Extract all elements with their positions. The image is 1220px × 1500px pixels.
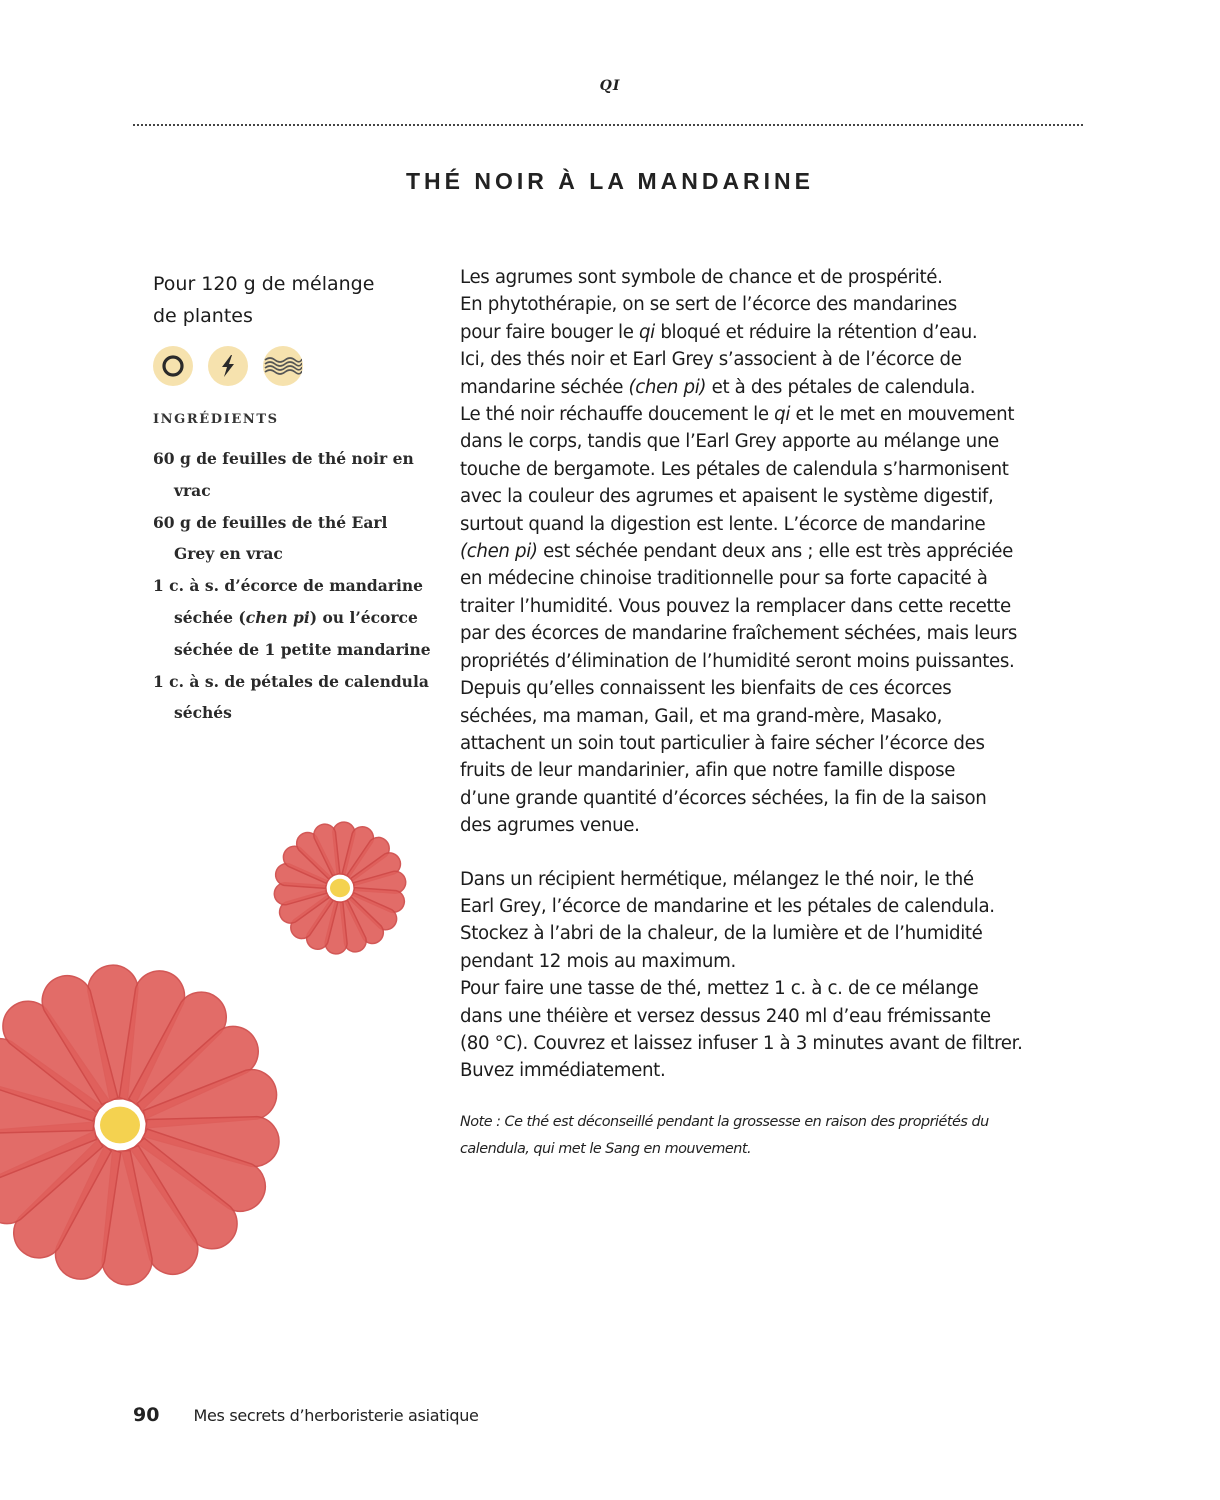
text-line: Stockez à l’abri de la chaleur, de la lumière et de l’humidité [460, 923, 983, 945]
text-line: propriétés d’élimination de l’humidité seront moins puissantes. [460, 650, 1015, 672]
intro-paragraph [460, 264, 1100, 840]
text-line: dans le corps, tandis que l’Earl Grey apporte au mélange une [460, 431, 999, 453]
text-line: d’une grande quantité d’écorces séchées, la fin de la saison [460, 787, 987, 809]
text-line: Depuis qu’elles connaissent les bienfaits de ces écorces [460, 678, 952, 700]
dotted-divider [133, 124, 1083, 126]
ingredient-item: 1 c. à s. de pétales de calendula séchés [153, 671, 429, 723]
yield-line: de plantes [153, 305, 253, 327]
note-line: calendula, qui met le Sang en mouvement. [460, 1141, 752, 1158]
note-line: Note : Ce thé est déconseillé pendant la grossesse en raison des propriétés du [460, 1113, 989, 1130]
recipe-body [460, 264, 1100, 1164]
text-line: Buvez immédiatement. [460, 1060, 666, 1082]
text-line: avec la couleur des agrumes et apaisent le système digestif, [460, 486, 994, 508]
ingredients-heading: INGRÉDIENTS [153, 412, 279, 427]
method-paragraph [460, 866, 1100, 1085]
ingredients-list [153, 443, 433, 729]
waves-icon [263, 346, 303, 386]
flower-center [330, 879, 350, 897]
text-line: En phytothérapie, on se sert de l’écorce des mandarines [460, 294, 957, 316]
text-line: surtout quand la digestion est lente. L’écorce de mandarine [460, 513, 986, 535]
recipe-sidebar [153, 268, 433, 729]
text-line: mandarine séchée (chen pi) et à des pétales de calendula. [460, 376, 976, 398]
text-line: par des écorces de mandarine fraîchement séchées, mais leurs [460, 623, 1018, 645]
page-footer [133, 1404, 479, 1426]
text-line: (80 °C). Couvrez et laissez infuser 1 à 3 minutes avant de filtrer. [460, 1032, 1023, 1054]
text-line: séchées, ma maman, Gail, et ma grand-mère, Masako, [460, 705, 943, 727]
text-line: Pour faire une tasse de thé, mettez 1 c. à c. de ce mélange [460, 978, 979, 1000]
recipe-yield [153, 268, 433, 332]
text-line: Le thé noir réchauffe doucement le qi et le met en mouvement [460, 404, 1015, 426]
recipe-note [460, 1109, 1100, 1164]
text-line: traiter l’humidité. Vous pouvez la remplacer dans cette recette [460, 595, 1011, 617]
ingredient-item: 60 g de feuilles de thé Earl Grey en vrac [153, 512, 388, 564]
yield-line: Pour 120 g de mélange [153, 273, 375, 295]
text-line: attachent un soin tout particulier à faire sécher l’écorce des [460, 732, 985, 754]
text-line: fruits de leur mandarinier, afin que notre famille dispose [460, 760, 956, 782]
text-line: des agrumes venue. [460, 815, 640, 837]
text-line: pendant 12 mois au maximum. [460, 950, 736, 972]
text-line: pour faire bouger le qi bloqué et réduire la rétention d’eau. [460, 321, 978, 343]
property-icons [153, 346, 433, 386]
text-line: en médecine chinoise traditionnelle pour sa forte capacité à [460, 568, 988, 590]
ingredient-item: 60 g de feuilles de thé noir en vrac [153, 449, 414, 500]
flower-center [100, 1107, 140, 1144]
text-line: (chen pi) est séchée pendant deux ans ; elle est très appréciée [460, 541, 1013, 563]
text-line: dans une théière et versez dessus 240 ml d’eau frémissante [460, 1005, 991, 1027]
ingredient-item: 1 c. à s. d’écorce de mandarine séchée (chen pi) ou l’écorce séchée de 1 petite mandarine [153, 576, 431, 659]
recipe-title: THÉ NOIR À LA MANDARINE [405, 168, 815, 194]
text-line: Ici, des thés noir et Earl Grey s’associent à de l’écorce de [460, 349, 962, 371]
small-flower-illustration [272, 818, 408, 958]
book-title: Mes secrets d’herboristerie asiatique [193, 1406, 479, 1425]
text-line: Les agrumes sont symbole de chance et de prospérité. [460, 267, 943, 288]
circle-icon [153, 346, 193, 386]
text-line: Dans un récipient hermétique, mélangez le thé noir, le thé [460, 868, 974, 890]
text-line: Earl Grey, l’écorce de mandarine et les pétales de calendula. [460, 895, 995, 917]
text-line: touche de bergamote. Les pétales de calendula s’harmonisent [460, 458, 1009, 480]
lightning-icon [208, 346, 248, 386]
large-flower-illustration [0, 955, 290, 1295]
page-number: 90 [133, 1404, 160, 1426]
running-head: QI [599, 78, 621, 94]
